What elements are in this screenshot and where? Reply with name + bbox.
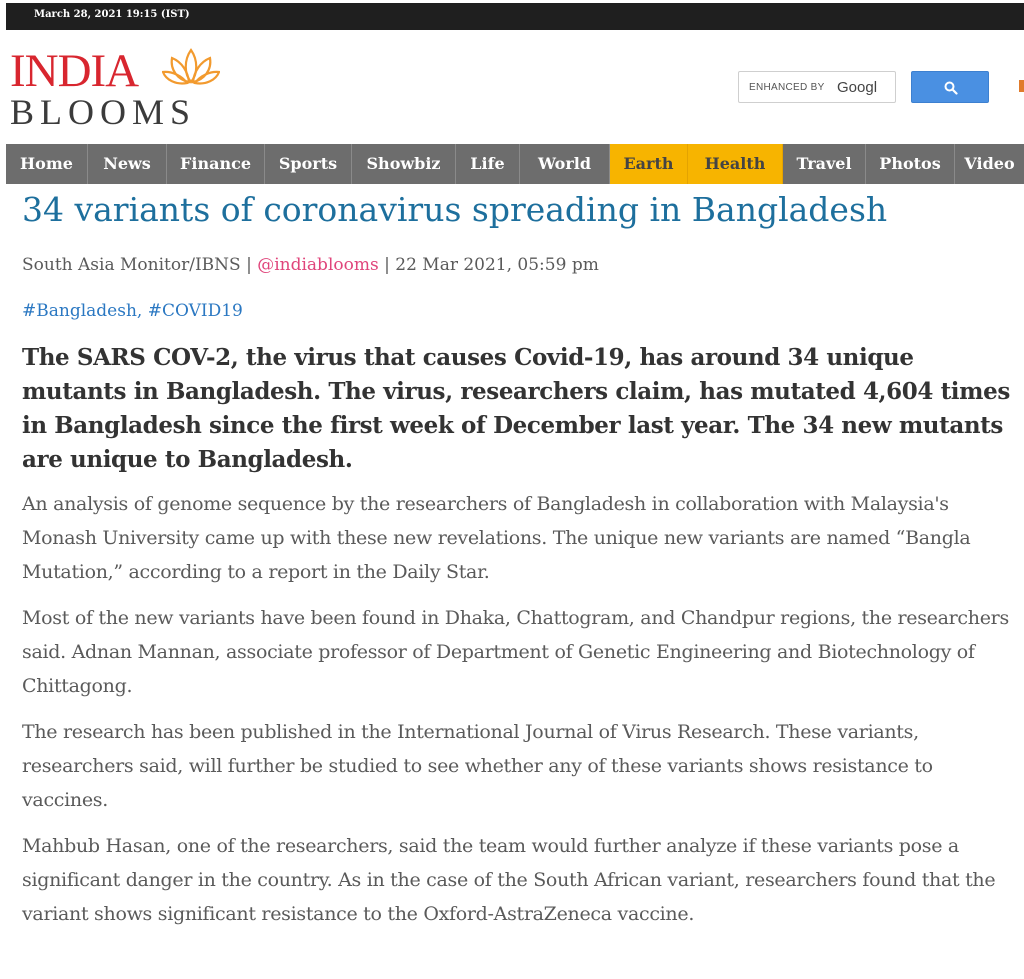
nav-item-world[interactable]: World [520,144,610,184]
tag-bangladesh[interactable]: #Bangladesh [22,301,137,321]
nav-item-finance[interactable]: Finance [167,144,265,184]
nav-item-earth[interactable]: Earth [610,144,688,184]
article-paragraph: Mahbub Hasan, one of the researchers, said the team would further analyze if these variants pose a significant danger in the country. As in the case of the South African variant, researchers found that the variant shows significant resistance to the Oxford-AstraZeneca vaccine. [22,835,996,925]
logo-india-text: INDIA [10,45,139,97]
article-paragraph: Most of the new variants have been found in Dhaka, Chattogram, and Chandpur regions, the researchers said. Adnan Mannan, associate professor of Department of Genetic Engineering and Biotechnology of Chittagong. [22,607,1009,697]
lotus-icon [162,46,220,88]
article-lead: The SARS COV-2, the virus that causes Covid-19, has around 34 unique mutants in Bangladesh. The virus, researchers claim, has mutated 4,604 times in Bangladesh since the first week of December last year. The 34 new mutants are unique to Bangladesh. [22,344,1010,473]
tag-covid19[interactable]: #COVID19 [147,301,243,321]
tag-list: #Bangladesh, #COVID19 [22,301,243,321]
article-paragraph: The research has been published in the International Journal of Virus Research. These variants, researchers said, will further be studied to see whether any of these variants shows resistance to vaccines. [22,721,933,811]
nav-item-sports[interactable]: Sports [265,144,352,184]
main-nav [6,144,1024,184]
nav-item-showbiz[interactable]: Showbiz [352,144,456,184]
nav-item-news[interactable]: News [88,144,167,184]
nav-item-video[interactable]: Video [964,154,1015,173]
nav-item-photos[interactable]: Photos [866,144,955,184]
byline [22,255,599,275]
site-logo[interactable] [10,46,240,132]
byline-date: 22 Mar 2021, 05:59 pm [395,255,599,275]
logo-blooms-text: BLOOMS [10,92,197,132]
edge-decoration [1019,80,1024,92]
byline-separator: | [240,255,258,275]
byline-source: South Asia Monitor/IBNS [22,255,241,275]
enhanced-by-label: ENHANCED BY [749,82,825,93]
nav-item-travel[interactable]: Travel [783,144,866,184]
byline-handle-link[interactable]: @indiablooms [257,255,379,275]
nav-item-life[interactable]: Life [456,144,520,184]
top-bar [6,3,1024,30]
nav-item-home[interactable]: Home [6,144,88,184]
search-button[interactable] [911,71,989,103]
nav-item-health[interactable]: Health [688,144,783,184]
article-paragraph: An analysis of genome sequence by the researchers of Bangladesh in collaboration with Malaysia's Monash University came up with these new revelations. The unique new variants are named “Bangla Mutation,” according to a report in the Daily Star. [22,493,971,583]
byline-separator: | [378,255,396,275]
timestamp: March 28, 2021 19:15 (IST) [34,9,190,20]
search-input[interactable] [738,71,896,103]
google-label: Googl [837,79,878,96]
search-icon [944,81,958,95]
article-title: 34 variants of coronavirus spreading in Bangladesh [22,190,888,229]
